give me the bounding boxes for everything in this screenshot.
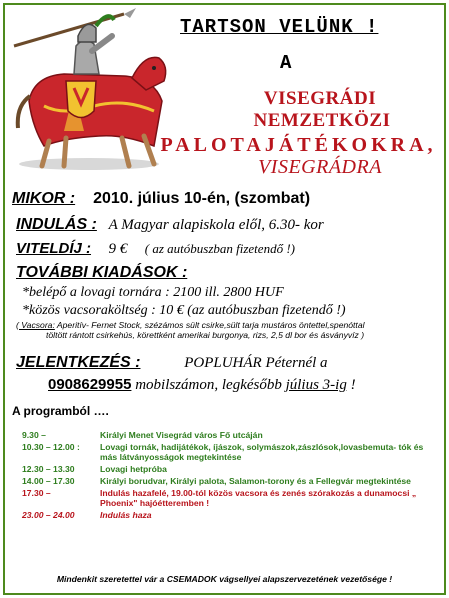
program-row	[22, 488, 437, 508]
when-value: 2010. július 10-én, (szombat)	[93, 190, 311, 207]
fare-amount: 9 €	[108, 241, 128, 257]
registration-line	[16, 354, 328, 372]
footer-note: Mindenkit szeretettel vár a CSEMADOK vágsellyei alapszervezetének vezetősége !	[56, 574, 393, 584]
program-desc: Indulás haza	[100, 510, 152, 520]
program-list	[22, 430, 437, 522]
program-desc: Lovagi hetpróba	[100, 464, 167, 474]
fare-label: VITELDÍJ :	[16, 240, 92, 257]
program-row	[22, 476, 437, 486]
program-time: 17.30 –	[22, 488, 51, 498]
dinner-menu-line1: Aperitív- Fernet Stock, szézámos sült csirke,sült tarja mustáros öntettel,spenóttal	[56, 320, 365, 330]
program-desc: Királyi Menet Visegrád város Fő utcáján	[100, 430, 263, 440]
phone-number: 0908629955	[48, 376, 132, 393]
program-desc: Indulás hazafelé, 19.00-tól közös vacsora és zenés szórakozás a dunamocsi „ Phoenix" hajóétteremben !	[100, 488, 417, 508]
when-line	[12, 190, 310, 208]
headline-tartson-velunk: TARTSON VELÜNK !	[180, 16, 379, 38]
dinner-cost: *közös vacsoraköltség : 10 € (az autóbuszban fizetendő !)	[22, 303, 346, 318]
registration-contact: POPLUHÁR Péternél a	[184, 355, 328, 371]
dinner-menu-line2: töltött rántott csirkehús, körettként amerikai burgonya, rizs, 2,5 dl bor és ásványvíz )	[46, 330, 365, 340]
program-row	[22, 442, 437, 462]
program-desc: Lovagi tornák, hadijátékok, íjászok, solymászok,zászlósok,lovasbemuta- tók és más látványosságok megtekintése	[100, 442, 424, 462]
event-title-visegradra: VISEGRÁDRA	[258, 156, 382, 178]
dinner-menu	[16, 320, 365, 340]
registration-deadline: július 3-ig	[285, 377, 347, 393]
event-title-nemzetkozi: NEMZETKÖZI	[253, 110, 391, 131]
event-title-visegradi: VISEGRÁDI	[263, 88, 377, 109]
headline-a: A	[280, 52, 292, 74]
registration-label: JELENTKEZÉS :	[16, 354, 141, 371]
fare-note: ( az autóbuszban fizetendő !)	[144, 241, 295, 256]
program-row	[22, 464, 437, 474]
departure-line	[16, 216, 324, 234]
program-time: 9.30 –	[22, 430, 46, 440]
registration-end: !	[346, 377, 356, 393]
when-label: MIKOR :	[12, 190, 76, 207]
registration-text2: mobilszámon, legkésőbb	[135, 377, 282, 393]
extra-costs-label: TOVÁBBI KIADÁSOK :	[16, 264, 188, 281]
dinner-menu-label: ( Vacsora:	[16, 320, 55, 330]
program-desc: Királyi borudvar, Királyi palota, Salamon-torony és a Fellegvár megtekintése	[100, 476, 411, 486]
program-time: 23.00 – 24.00	[22, 510, 75, 520]
ticket-cost: *belépő a lovagi tornára : 2100 ill. 2800 HUF	[22, 285, 284, 300]
departure-label: INDULÁS :	[16, 216, 97, 233]
program-time: 14.00 – 17.30	[22, 476, 75, 486]
program-heading: A programból ….	[12, 404, 109, 418]
program-row	[22, 510, 437, 520]
program-time: 12.30 – 13.30	[22, 464, 75, 474]
departure-value: A Magyar alapiskola elől, 6.30- kor	[108, 217, 324, 233]
program-time: 10.30 – 12.00 :	[22, 442, 80, 452]
registration-phone-line	[48, 376, 356, 394]
knight-on-horse-illustration	[4, 6, 174, 176]
fare-line	[16, 240, 295, 258]
event-title-palotajatekokra: PALOTAJÁTÉKOKRA,	[160, 134, 437, 156]
program-row	[22, 430, 437, 440]
